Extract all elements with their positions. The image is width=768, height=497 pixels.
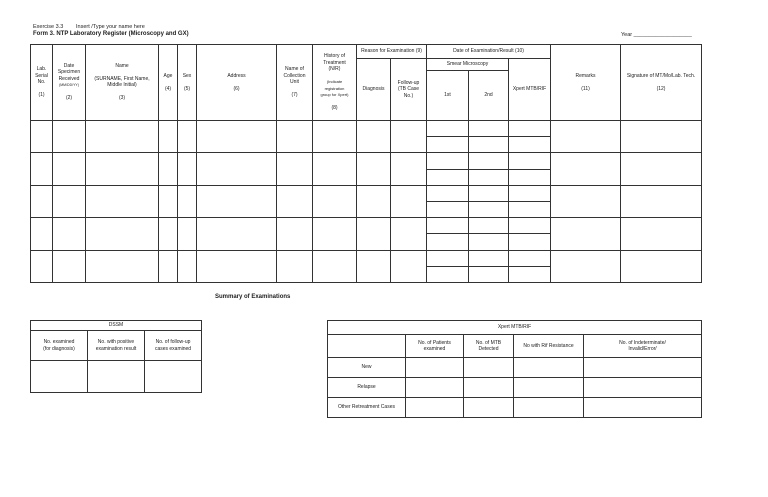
cell[interactable]: [178, 250, 197, 282]
cell[interactable]: [86, 185, 159, 217]
dssm-header: DSSM: [31, 321, 202, 331]
cell[interactable]: [427, 201, 469, 217]
register-row: [31, 218, 702, 234]
col-remarks: Remarks (11): [551, 45, 621, 121]
cell[interactable]: [427, 266, 469, 282]
col-address: Address (6): [197, 45, 277, 121]
cell[interactable]: [427, 234, 469, 250]
cell[interactable]: [427, 153, 469, 169]
col-lab-serial: Lab. Serial No. (1): [31, 45, 53, 121]
register-row: [31, 250, 702, 266]
col-name: Name (SURNAME, First Name, Middle Initial) (3): [86, 45, 159, 121]
reason-header: Reason for Examination (9): [357, 45, 427, 59]
cell[interactable]: [509, 169, 551, 185]
xpert-value-cell[interactable]: [584, 398, 702, 418]
cell[interactable]: [357, 250, 391, 282]
year-field-label: Year ___________________: [621, 32, 692, 38]
col-smear-1st: 1st: [427, 71, 469, 121]
cell[interactable]: [427, 120, 469, 136]
cell[interactable]: [509, 201, 551, 217]
xpert-corner: [328, 335, 406, 358]
cell[interactable]: [159, 250, 178, 282]
cell[interactable]: [509, 250, 551, 266]
cell[interactable]: [178, 153, 197, 185]
cell[interactable]: [197, 153, 277, 185]
cell[interactable]: [621, 218, 702, 250]
cell[interactable]: [159, 218, 178, 250]
dssm-value-cell[interactable]: [31, 361, 88, 393]
xpert-row-other-retreatment: [328, 398, 702, 418]
cell[interactable]: [509, 153, 551, 169]
dssm-col-positive: No. with positive examination result: [88, 331, 145, 361]
xpert-col-indeterminate: No. of Indeterminate/ Invalid/Error/: [584, 335, 702, 358]
cell[interactable]: [469, 218, 509, 234]
xpert-value-cell[interactable]: [406, 358, 464, 378]
cell[interactable]: [509, 266, 551, 282]
cell[interactable]: [469, 250, 509, 266]
register-table: [30, 44, 702, 283]
form-title: Form 3. NTP Laboratory Register (Microscopy and GX): [33, 31, 189, 37]
cell[interactable]: [277, 250, 313, 282]
cell[interactable]: [509, 185, 551, 201]
cell[interactable]: [277, 218, 313, 250]
cell[interactable]: [313, 153, 357, 185]
cell[interactable]: [551, 185, 621, 217]
summary-title: Summary of Examinations: [215, 294, 291, 300]
xpert-value-cell[interactable]: [464, 398, 514, 418]
xpert-value-cell[interactable]: [514, 398, 584, 418]
cell[interactable]: [197, 250, 277, 282]
col-diagnosis: Diagnosis: [357, 59, 391, 121]
cell[interactable]: [551, 120, 621, 152]
xpert-col-mtb-detected: No. of MTB Detected: [464, 335, 514, 358]
register-row: [31, 120, 702, 136]
cell[interactable]: [86, 218, 159, 250]
xpert-header: Xpert MTB/RIF: [328, 321, 702, 335]
cell[interactable]: [313, 250, 357, 282]
cell[interactable]: [469, 185, 509, 201]
cell[interactable]: [159, 120, 178, 152]
cell[interactable]: [469, 120, 509, 136]
col-sex: Sex (5): [178, 45, 197, 121]
cell[interactable]: [427, 250, 469, 266]
cell[interactable]: [357, 120, 391, 152]
cell[interactable]: [197, 120, 277, 152]
dssm-value-cell[interactable]: [145, 361, 202, 393]
xpert-row-relapse: [328, 378, 702, 398]
cell[interactable]: [53, 250, 86, 282]
col-follow-up: Follow-up (TB Case No.): [391, 59, 427, 121]
xpert-value-cell[interactable]: [514, 358, 584, 378]
xpert-row-new: [328, 358, 702, 378]
xpert-value-cell[interactable]: [584, 358, 702, 378]
xpert-value-cell[interactable]: [464, 358, 514, 378]
cell[interactable]: [31, 218, 53, 250]
cell[interactable]: [621, 153, 702, 185]
dssm-table: [30, 320, 202, 393]
cell[interactable]: [357, 185, 391, 217]
col-age: Age (4): [159, 45, 178, 121]
xpert-value-cell[interactable]: [514, 378, 584, 398]
cell[interactable]: [469, 137, 509, 153]
col-treatment-history: History of Treatment (N/R) (Indicate registration group for Xpert) (8): [313, 45, 357, 121]
cell[interactable]: [391, 218, 427, 250]
cell[interactable]: [391, 153, 427, 185]
cell[interactable]: [31, 120, 53, 152]
cell[interactable]: [551, 218, 621, 250]
cell[interactable]: [469, 201, 509, 217]
cell[interactable]: [159, 153, 178, 185]
cell[interactable]: [53, 120, 86, 152]
cell[interactable]: [391, 185, 427, 217]
cell[interactable]: [277, 153, 313, 185]
cell[interactable]: [53, 218, 86, 250]
col-signature: Signature of MT/Mo/Lab. Tech. (12): [621, 45, 702, 121]
date-result-header: Date of Examination/Result (10): [427, 45, 551, 59]
cell[interactable]: [31, 185, 53, 217]
cell[interactable]: [391, 120, 427, 152]
cell[interactable]: [31, 250, 53, 282]
col-collection-unit: Name of Collection Unit (7): [277, 45, 313, 121]
cell[interactable]: [427, 137, 469, 153]
xpert-row-label: New: [328, 358, 406, 378]
col-xpert: Xpert MTB/RIF: [509, 59, 551, 121]
cell[interactable]: [197, 218, 277, 250]
xpert-row-label: Relapse: [328, 378, 406, 398]
xpert-value-cell[interactable]: [406, 378, 464, 398]
cell[interactable]: [313, 218, 357, 250]
cell[interactable]: [391, 250, 427, 282]
cell[interactable]: [31, 153, 53, 185]
cell[interactable]: [509, 137, 551, 153]
cell[interactable]: [469, 234, 509, 250]
cell[interactable]: [551, 250, 621, 282]
dssm-col-examined: No. examined (for diagnosis): [31, 331, 88, 361]
xpert-col-patients: No. of Patients examined: [406, 335, 464, 358]
cell[interactable]: [86, 250, 159, 282]
cell[interactable]: [197, 185, 277, 217]
cell[interactable]: [469, 169, 509, 185]
cell[interactable]: [427, 218, 469, 234]
cell[interactable]: [427, 185, 469, 201]
cell[interactable]: [357, 153, 391, 185]
dssm-col-follow-up: No. of follow-up cases examined: [145, 331, 202, 361]
cell[interactable]: [469, 153, 509, 169]
xpert-value-cell[interactable]: [584, 378, 702, 398]
cell[interactable]: [551, 153, 621, 185]
cell[interactable]: [509, 218, 551, 234]
dssm-value-cell[interactable]: [88, 361, 145, 393]
cell[interactable]: [86, 153, 159, 185]
cell[interactable]: [621, 185, 702, 217]
xpert-value-cell[interactable]: [464, 378, 514, 398]
cell[interactable]: [86, 120, 159, 152]
cell[interactable]: [621, 250, 702, 282]
cell[interactable]: [313, 120, 357, 152]
cell[interactable]: [509, 234, 551, 250]
xpert-row-label: Other Retreatment Cases: [328, 398, 406, 418]
exercise-label: Exercise 3.3: [33, 24, 64, 30]
insert-name-note: Insert /Type your name here: [76, 24, 145, 30]
cell[interactable]: [53, 153, 86, 185]
cell[interactable]: [159, 185, 178, 217]
xpert-col-rif-resistance: No with Rif Resistance: [514, 335, 584, 358]
col-smear-2nd: 2nd: [469, 71, 509, 121]
smear-microscopy-header: Smear Microscopy: [427, 59, 509, 71]
col-date-received: Date Specimen Received (MM/DD/YY) (2): [53, 45, 86, 121]
register-row: [31, 153, 702, 169]
cell[interactable]: [178, 120, 197, 152]
xpert-table: [327, 320, 702, 418]
cell[interactable]: [178, 218, 197, 250]
cell[interactable]: [277, 120, 313, 152]
cell[interactable]: [427, 169, 469, 185]
cell[interactable]: [621, 120, 702, 152]
xpert-value-cell[interactable]: [406, 398, 464, 418]
cell[interactable]: [469, 266, 509, 282]
register-row: [31, 185, 702, 201]
cell[interactable]: [53, 185, 86, 217]
cell[interactable]: [277, 185, 313, 217]
cell[interactable]: [178, 185, 197, 217]
cell[interactable]: [509, 120, 551, 136]
cell[interactable]: [313, 185, 357, 217]
cell[interactable]: [357, 218, 391, 250]
